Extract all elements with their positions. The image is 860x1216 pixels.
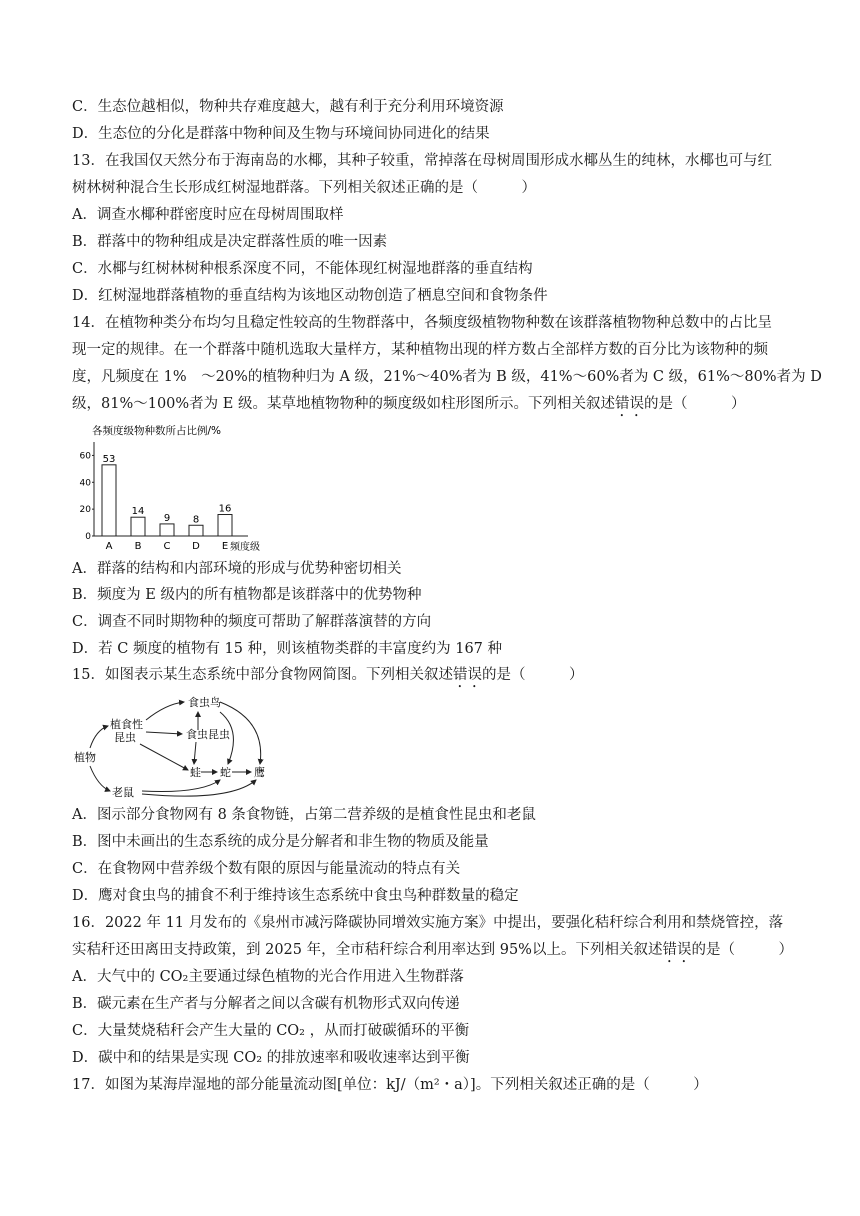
option-text: D．若 C 频度的植物有 15 种，则该植物类群的丰富度约为 167 种 [72, 641, 502, 657]
option-text: A．群落的结构和内部环境的形成与优势种密切相关 [72, 561, 402, 577]
question-13-stem: 13．在我国仅天然分布于海南岛的水椰，其种子较重，常掉落在母树周围形成水椰丛生的纯林，水椰也可与红 [72, 153, 772, 169]
x-tick-label: C [163, 541, 171, 552]
node-insectivorous-bird: 食虫鸟 [188, 696, 221, 709]
bar-b [131, 517, 145, 536]
question-14-stem: 现一定的规律。在一个群落中随机选取大量样方，某种植物出现的样方数占全部样方数的百分比为该物种的频 [72, 342, 768, 358]
y-tick-label: 20 [79, 505, 91, 516]
stem-text: 实秸秆还田离田支持政策，到 2025 年，全市秸秆综合利用率达到 95%以上。下列相关叙述 [72, 942, 663, 958]
frequency-bar-chart [70, 420, 280, 555]
node-hawk: 鹰 [254, 766, 265, 779]
y-tick-label: 40 [79, 478, 91, 489]
bar-a [102, 465, 116, 536]
food-web-arrows [90, 702, 261, 796]
question-14-stem: 度，凡频度在 1% ～20%的植物种归为 A 级，21%～40%者为 B 级，41%～60%者为 C 级，61%～80%者为 D [72, 369, 822, 385]
option-text: C．生态位越相似，物种共存难度越大，越有利于充分利用环境资源 [72, 99, 504, 115]
option-text: A．图示部分食物网有 8 条食物链，占第二营养级的是植食性昆虫和老鼠 [72, 807, 536, 823]
emphasis-text: 错误 [452, 667, 482, 683]
y-ticks [80, 451, 94, 542]
x-axis-label: 频度级 [230, 542, 260, 553]
option-text: D．生态位的分化是群落中物种间及生物与环境间协同进化的结果 [72, 126, 490, 142]
question-17-stem: 17．如图为某海岸湿地的部分能量流动图[单位：kJ/（m²・a）]。下列相关叙述正确的是（ ） [72, 1077, 708, 1093]
question-16-stem: 16．2022 年 11 月发布的《泉州市减污降碳协同增效实施方案》中提出，要强化秸秆综合利用和禁烧管控，落 [72, 915, 784, 931]
emphasis-text: 错误 [614, 396, 644, 412]
stem-text: 级，81%～100%者为 E 级。某草地植物物种的频度级如柱形图所示。下列相关叙述 [72, 396, 615, 412]
option-text: A．调查水椰种群密度时应在母树周围取样 [72, 207, 344, 223]
x-tick-label: A [105, 541, 113, 552]
option-text: C．水椰与红树林树种根系深度不同，不能体现红树湿地群落的垂直结构 [72, 261, 533, 277]
option-text: A．大气中的 CO₂主要通过绿色植物的光合作用进入生物群落 [72, 969, 464, 985]
question-14-stem: 14．在植物种类分布均匀且稳定性较高的生物群落中，各频度级植物物种数在该群落植物物种总数中的占比呈 [72, 315, 772, 331]
bar-value-label: 9 [163, 512, 171, 524]
x-tick-label: D [192, 541, 200, 552]
node-snake: 蛇 [220, 766, 231, 779]
chart-title: 各频度级物种数所占比例/% [92, 425, 222, 437]
option-text: D．红树湿地群落植物的垂直结构为该地区动物创造了栖息空间和食物条件 [72, 288, 548, 304]
option-text: C．大量焚烧秸秆会产生大量的 CO₂ ，从而打破碳循环的平衡 [72, 1023, 470, 1039]
bar-value-label: 14 [131, 506, 145, 518]
question-13-stem: 树林树种混合生长形成红树湿地群落。下列相关叙述正确的是（ ） [72, 180, 536, 196]
bar-value-label: 16 [218, 503, 232, 515]
stem-text: 的是（ ） [691, 942, 793, 958]
bar-e [218, 515, 232, 536]
stem-text: 15．如图表示某生态系统中部分食物网简图。下列相关叙述 [72, 667, 453, 683]
node-insectivorous-insect: 食虫昆虫 [186, 728, 230, 741]
option-text: B．碳元素在生产者与分解者之间以含碳有机物形式双向传递 [72, 996, 460, 1012]
option-text: B．图中未画出的生态系统的成分是分解者和非生物的物质及能量 [72, 834, 489, 850]
bars [102, 454, 232, 552]
food-web-diagram [70, 690, 280, 802]
y-tick-label: 0 [85, 532, 91, 542]
x-tick-label: B [134, 541, 142, 552]
y-tick-label: 60 [79, 451, 91, 462]
option-text: B．频度为 E 级内的所有植物都是该群落中的优势物种 [72, 587, 422, 603]
bar-c [160, 524, 174, 536]
bar-value-label: 53 [102, 453, 116, 465]
node-plant: 植物 [74, 751, 96, 764]
option-text: D．鹰对食虫鸟的捕食不利于维持该生态系统中食虫鸟种群数量的稳定 [72, 888, 519, 904]
stem-text: 的是（ ） [481, 667, 584, 683]
option-text: B．群落中的物种组成是决定群落性质的唯一因素 [72, 234, 388, 250]
stem-text: 的是（ ） [643, 396, 746, 412]
option-text: D．碳中和的结果是实现 CO₂ 的排放速率和吸收速率达到平衡 [72, 1050, 470, 1066]
node-herbivorous-insect: 植食性 [110, 718, 143, 731]
option-text: C．调查不同时期物种的频度可帮助了解群落演替的方向 [72, 614, 432, 630]
bar-value-label: 8 [192, 514, 200, 526]
bar-d [189, 525, 203, 536]
node-mouse: 老鼠 [112, 786, 134, 799]
node-frog: 蛙 [190, 766, 201, 779]
option-text: C．在食物网中营养级个数有限的原因与能量流动的特点有关 [72, 861, 461, 877]
question-15-stem [72, 665, 583, 691]
emphasis-text: 错误 [662, 942, 692, 958]
question-14-stem [72, 394, 745, 420]
question-16-stem [72, 940, 793, 966]
node-herbivorous-insect: 昆虫 [114, 731, 136, 744]
x-tick-label: E [221, 541, 229, 552]
